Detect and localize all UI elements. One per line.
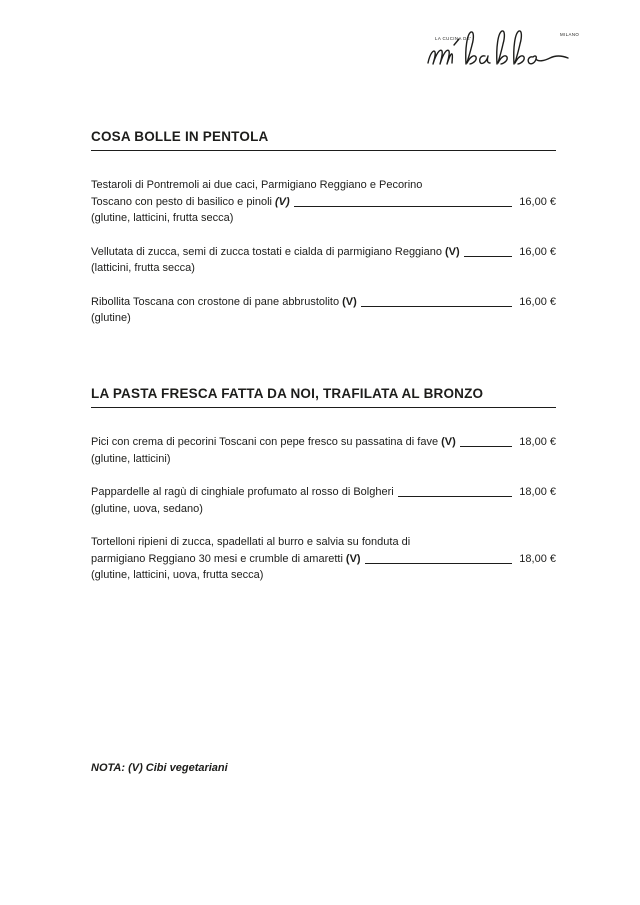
item-price: 18,00 € bbox=[519, 436, 556, 448]
item-name-line: Testaroli di Pontremoli ai due caci, Parmigiano Reggiano e Pecorino bbox=[91, 179, 423, 191]
price-leader-line bbox=[464, 255, 513, 257]
vegetarian-marker: (V) bbox=[441, 436, 456, 448]
item-name-line: parmigiano Reggiano 30 mesi e crumble di amaretti bbox=[91, 552, 343, 565]
logo-tagline-right: MILANO bbox=[560, 32, 580, 37]
item-allergens: (glutine, latticini, frutta secca) bbox=[91, 212, 234, 224]
item-allergens: (glutine, uova, sedano) bbox=[91, 502, 203, 515]
logo-graphic bbox=[424, 18, 592, 78]
item-allergens: (glutine, latticini, uova, frutta secca) bbox=[91, 569, 264, 581]
menu-item bbox=[91, 294, 556, 327]
price-leader-line bbox=[460, 445, 513, 447]
menu-item bbox=[91, 177, 556, 227]
item-name-line: Pici con crema di pecorini Toscani con pepe fresco su passatina di fave bbox=[91, 436, 439, 448]
item-allergens: (latticini, frutta secca) bbox=[91, 262, 195, 274]
menu-item bbox=[91, 244, 556, 277]
price-leader-line bbox=[365, 562, 513, 564]
item-name-line: Toscano con pesto di basilico e pinoli bbox=[91, 195, 273, 208]
item-name-line: Tortelloni ripieni di zucca, spadellati al burro e salvia su fonduta di bbox=[91, 536, 411, 548]
vegetarian-marker: (V) bbox=[345, 552, 361, 565]
logo-tagline-left: LA CUCINA DE' bbox=[435, 36, 472, 41]
item-allergens: (glutine) bbox=[91, 312, 131, 324]
price-leader-line bbox=[398, 495, 513, 497]
item-name-line: Pappardelle al ragù di cinghiale profumato al rosso di Bolgheri bbox=[91, 486, 394, 498]
item-name-line: Ribollita Toscana con crostone di pane abbrustolito bbox=[91, 295, 340, 308]
section-cosa-bolle bbox=[91, 129, 556, 344]
item-price: 18,00 € bbox=[519, 552, 556, 565]
item-main-line bbox=[91, 434, 556, 451]
vegetarian-note: NOTA: (V) Cibi vegetariani bbox=[91, 762, 228, 774]
item-main-line bbox=[91, 551, 556, 568]
vegetarian-marker: (V) bbox=[342, 295, 357, 308]
section-title: LA PASTA FRESCA FATTA DA NOI, TRAFILATA AL BRONZO bbox=[91, 386, 556, 408]
vegetarian-marker: (V) bbox=[444, 245, 460, 258]
item-main-line bbox=[91, 294, 556, 311]
menu-item bbox=[91, 534, 556, 584]
item-main-line bbox=[91, 484, 556, 501]
menu-item bbox=[91, 434, 556, 467]
item-main-line bbox=[91, 244, 556, 261]
item-main-line bbox=[91, 194, 556, 211]
price-leader-line bbox=[361, 305, 513, 307]
section-title: COSA BOLLE IN PENTOLA bbox=[91, 129, 556, 151]
vegetarian-marker: (V) bbox=[275, 195, 290, 208]
item-price: 16,00 € bbox=[519, 195, 556, 208]
restaurant-logo bbox=[424, 18, 592, 78]
section-items bbox=[91, 434, 556, 584]
section-items bbox=[91, 177, 556, 327]
menu-item bbox=[91, 484, 556, 517]
price-leader-line bbox=[294, 205, 513, 207]
item-price: 16,00 € bbox=[519, 245, 556, 258]
section-pasta-fresca bbox=[91, 386, 556, 601]
item-price: 16,00 € bbox=[519, 295, 556, 308]
item-name-line: Vellutata di zucca, semi di zucca tostati e cialda di parmigiano Reggiano bbox=[91, 245, 442, 258]
item-price: 18,00 € bbox=[519, 486, 556, 498]
item-allergens: (glutine, latticini) bbox=[91, 452, 171, 465]
